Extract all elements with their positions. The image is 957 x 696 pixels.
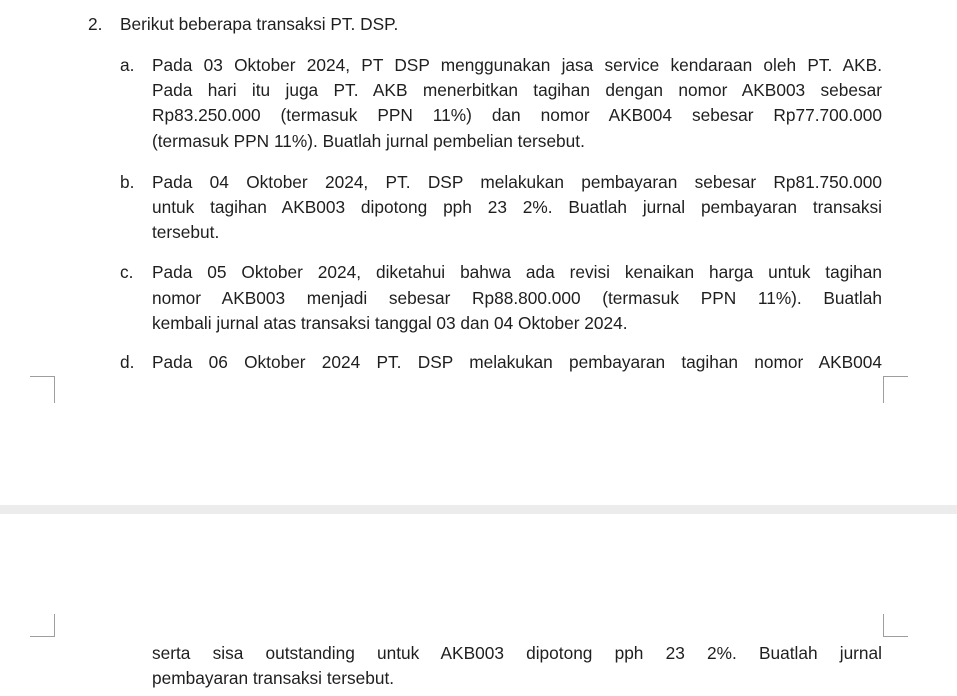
item-a-line-1: Pada 03 Oktober 2024, PT DSP menggunakan jasa service kendaraan oleh PT. AKB. bbox=[152, 55, 882, 75]
item-d-line-2: serta sisa outstanding untuk AKB003 dipotong pph 23 2%. Buatlah jurnal bbox=[152, 643, 882, 663]
item-b-line-3: tersebut. bbox=[152, 222, 220, 242]
item-c-line-3: kembali jurnal atas transaksi tanggal 03 dan 04 Oktober 2024. bbox=[152, 313, 628, 333]
crop-mark-bottom-right bbox=[883, 614, 908, 637]
item-a-line-4: (termasuk PPN 11%). Buatlah jurnal pembelian tersebut. bbox=[152, 131, 585, 151]
item-c-line-2: nomor AKB003 menjadi sebesar Rp88.800.000 (termasuk PPN 11%). Buatlah bbox=[152, 288, 882, 308]
item-a-line-2: Pada hari itu juga PT. AKB menerbitkan tagihan dengan nomor AKB003 sebesar bbox=[152, 80, 882, 100]
crop-mark-top-left bbox=[30, 376, 55, 403]
question-number: 2. bbox=[88, 14, 103, 34]
item-a-line-3: Rp83.250.000 (termasuk PPN 11%) dan nomor AKB004 sebesar Rp77.700.000 bbox=[152, 105, 882, 125]
item-d-line-1: Pada 06 Oktober 2024 PT. DSP melakukan pembayaran tagihan nomor AKB004 bbox=[152, 352, 882, 372]
question-heading: Berikut beberapa transaksi PT. DSP. bbox=[120, 14, 399, 34]
item-b-line-1: Pada 04 Oktober 2024, PT. DSP melakukan pembayaran sebesar Rp81.750.000 bbox=[152, 172, 882, 192]
item-b-line-2: untuk tagihan AKB003 dipotong pph 23 2%. Buatlah jurnal pembayaran transaksi bbox=[152, 197, 882, 217]
item-b-marker: b. bbox=[120, 172, 135, 192]
item-a-marker: a. bbox=[120, 55, 135, 75]
item-d-marker: d. bbox=[120, 352, 135, 372]
page-break-gap bbox=[0, 505, 957, 514]
item-d-line-3: pembayaran transaksi tersebut. bbox=[152, 668, 395, 688]
item-c-marker: c. bbox=[120, 262, 134, 282]
crop-mark-bottom-left bbox=[30, 614, 55, 637]
item-c-line-1: Pada 05 Oktober 2024, diketahui bahwa ada revisi kenaikan harga untuk tagihan bbox=[152, 262, 882, 282]
crop-mark-top-right bbox=[883, 376, 908, 403]
